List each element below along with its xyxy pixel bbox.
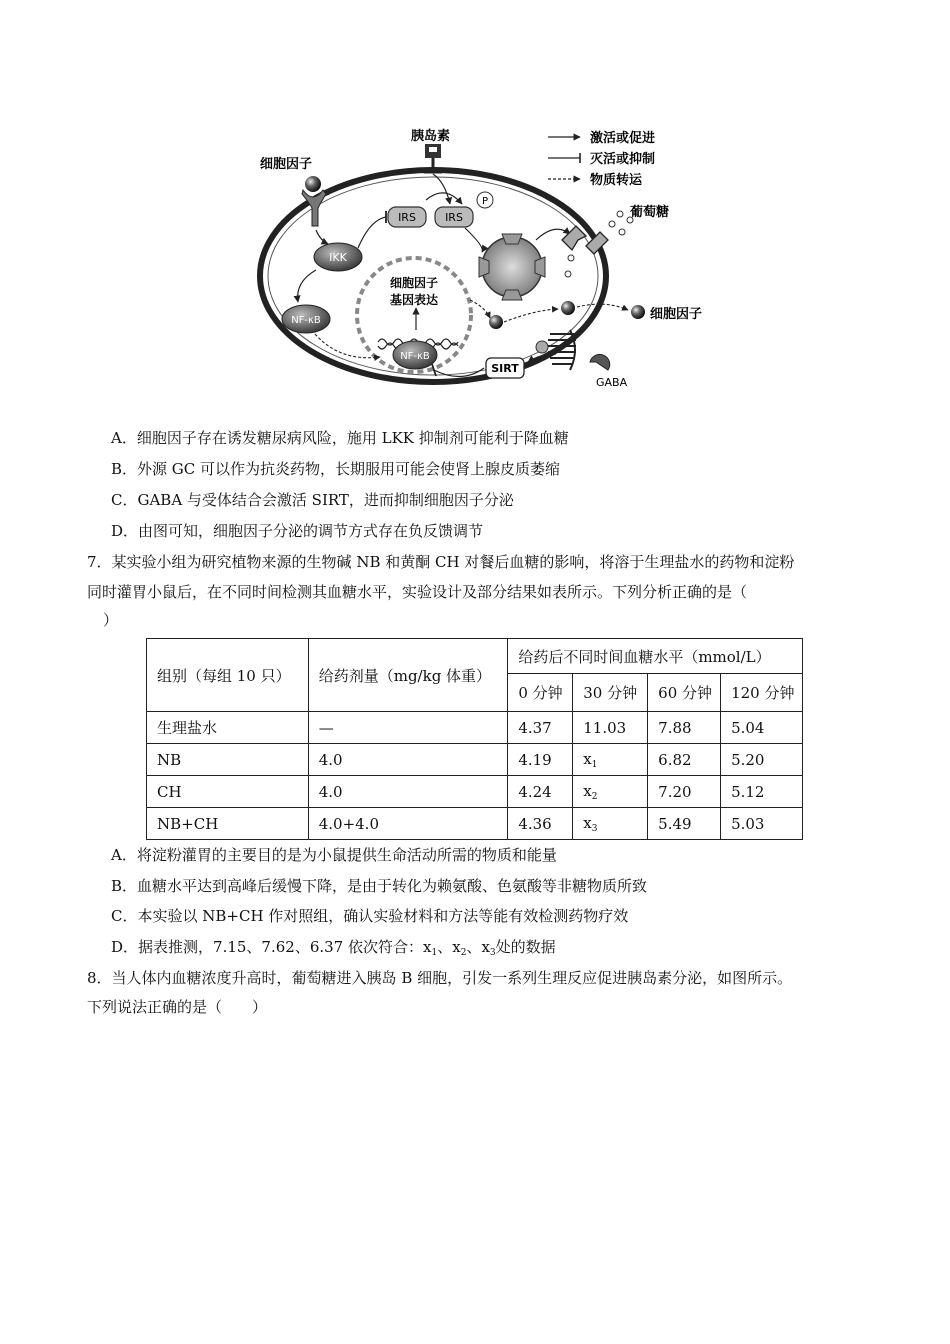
cell-group: 生理盐水	[147, 712, 309, 744]
th-levels: 给药后不同时间血糖水平（mmol/L）	[508, 639, 803, 674]
q6-option-c: C．GABA 与受体结合会激活 SIRT，进而抑制细胞因子分泌	[111, 491, 514, 509]
cell-dose: —	[308, 712, 508, 744]
cytokine-label-top: 细胞因子	[260, 157, 313, 172]
cell-t120: 5.03	[721, 808, 803, 840]
cell-dose: 4.0	[308, 776, 508, 808]
glucose-label: 葡萄糖	[630, 205, 670, 220]
cytokine-ball-inside	[489, 315, 503, 329]
legend	[548, 130, 655, 188]
table-row	[147, 712, 803, 744]
table-row	[147, 776, 803, 808]
cell-t0: 4.37	[508, 712, 573, 744]
irs-label-1: IRS	[398, 211, 416, 224]
cytokine-label-right: 细胞因子	[650, 307, 703, 322]
cell-t30: $x_1$	[573, 744, 648, 776]
cell-dose: 4.0+4.0	[308, 808, 508, 840]
insulin-label: 胰岛素	[411, 129, 451, 144]
cell-t120: 5.12	[721, 776, 803, 808]
irs-label-2: IRS	[445, 211, 463, 224]
q7-option-b: B．血糖水平达到高峰后缓慢下降，是由于转化为赖氨酸、色氨酸等非糖物质所致	[111, 877, 648, 895]
th-time-120: 120 分钟	[721, 674, 803, 712]
q7-stem-line3: ）	[103, 611, 119, 629]
cell-t60: 6.82	[648, 744, 721, 776]
blood-glucose-table	[146, 638, 803, 840]
gaba-label: GABA	[596, 376, 628, 389]
nfkb-label-2: NF-κB	[400, 351, 430, 362]
q7-option-a: A．将淀粉灌胃的主要目的是为小鼠提供生命活动所需的物质和能量	[111, 846, 557, 864]
cell-t30: 11.03	[573, 712, 648, 744]
q7-option-c: C．本实验以 NB+CH 作对照组，确认实验材料和方法等能有效检测药物疗效	[111, 907, 629, 925]
table-row	[147, 744, 803, 776]
th-time-30: 30 分钟	[573, 674, 648, 712]
q7-option-d: D．据表推测，7.15、7.62、6.37 依次符合：$x_1$、$x_2$、$x_3$处的数据	[111, 938, 556, 958]
cytokine-ball-out	[631, 305, 645, 319]
cell-t30: $x_3$	[573, 808, 648, 840]
gene-expression-line2: 基因表达	[389, 293, 439, 307]
q8-stem-line1: 8．当人体内血糖浓度升高时，葡萄糖进入胰岛 B 细胞，引发一系列生理反应促进胰岛素分泌，如图所示。	[87, 969, 793, 987]
legend-inhibit: 灭活或抑制	[590, 152, 656, 167]
cell-group: NB	[147, 744, 309, 776]
nfkb-label-1: NF-κB	[291, 315, 321, 326]
cell-t0: 4.19	[508, 744, 573, 776]
cell-t120: 5.04	[721, 712, 803, 744]
ikk-label: IKK	[329, 251, 347, 264]
cell-t60: 7.88	[648, 712, 721, 744]
cell-group: CH	[147, 776, 309, 808]
cell-signaling-diagram	[240, 122, 710, 400]
q7-stem-line2: 同时灌胃小鼠后，在不同时间检测其血糖水平，实验设计及部分结果如表所示。下列分析正确的是（	[87, 583, 748, 601]
q6-option-b: B．外源 GC 可以作为抗炎药物，长期服用可能会使肾上腺皮质萎缩	[111, 460, 561, 478]
th-time-0: 0 分钟	[508, 674, 573, 712]
th-dose: 给药剂量（mg/kg 体重）	[308, 639, 508, 712]
cytokine-ball-vesicle	[561, 301, 575, 315]
th-time-60: 60 分钟	[648, 674, 721, 712]
cytokine-ball-icon	[305, 176, 321, 192]
q6-option-a: A．细胞因子存在诱发糖尿病风险，施用 LKK 抑制剂可能利于降血糖	[111, 429, 569, 447]
legend-transport: 物质转运	[590, 173, 643, 188]
legend-activate: 激活或促进	[590, 131, 656, 146]
cell-t0: 4.24	[508, 776, 573, 808]
sirt-label: SIRT	[491, 362, 519, 375]
table-row	[147, 808, 803, 840]
cell-t60: 7.20	[648, 776, 721, 808]
cell-t30: $x_2$	[573, 776, 648, 808]
q6-option-d: D．由图可知，细胞因子分泌的调节方式存在负反馈调节	[111, 522, 484, 540]
q7-stem-line1: 7．某实验小组为研究植物来源的生物碱 NB 和黄酮 CH 对餐后血糖的影响，将溶于生理盐水的药物和淀粉	[87, 553, 795, 571]
cell-t60: 5.49	[648, 808, 721, 840]
q8-stem-line2: 下列说法正确的是（ ）	[87, 998, 268, 1016]
th-group: 组别（每组 10 只）	[147, 639, 309, 712]
cell-t0: 4.36	[508, 808, 573, 840]
gene-expression-line1: 细胞因子	[389, 276, 439, 290]
cell-t120: 5.20	[721, 744, 803, 776]
phosphate-label: P	[481, 196, 489, 207]
cell-dose: 4.0	[308, 744, 508, 776]
cell-group: NB+CH	[147, 808, 309, 840]
